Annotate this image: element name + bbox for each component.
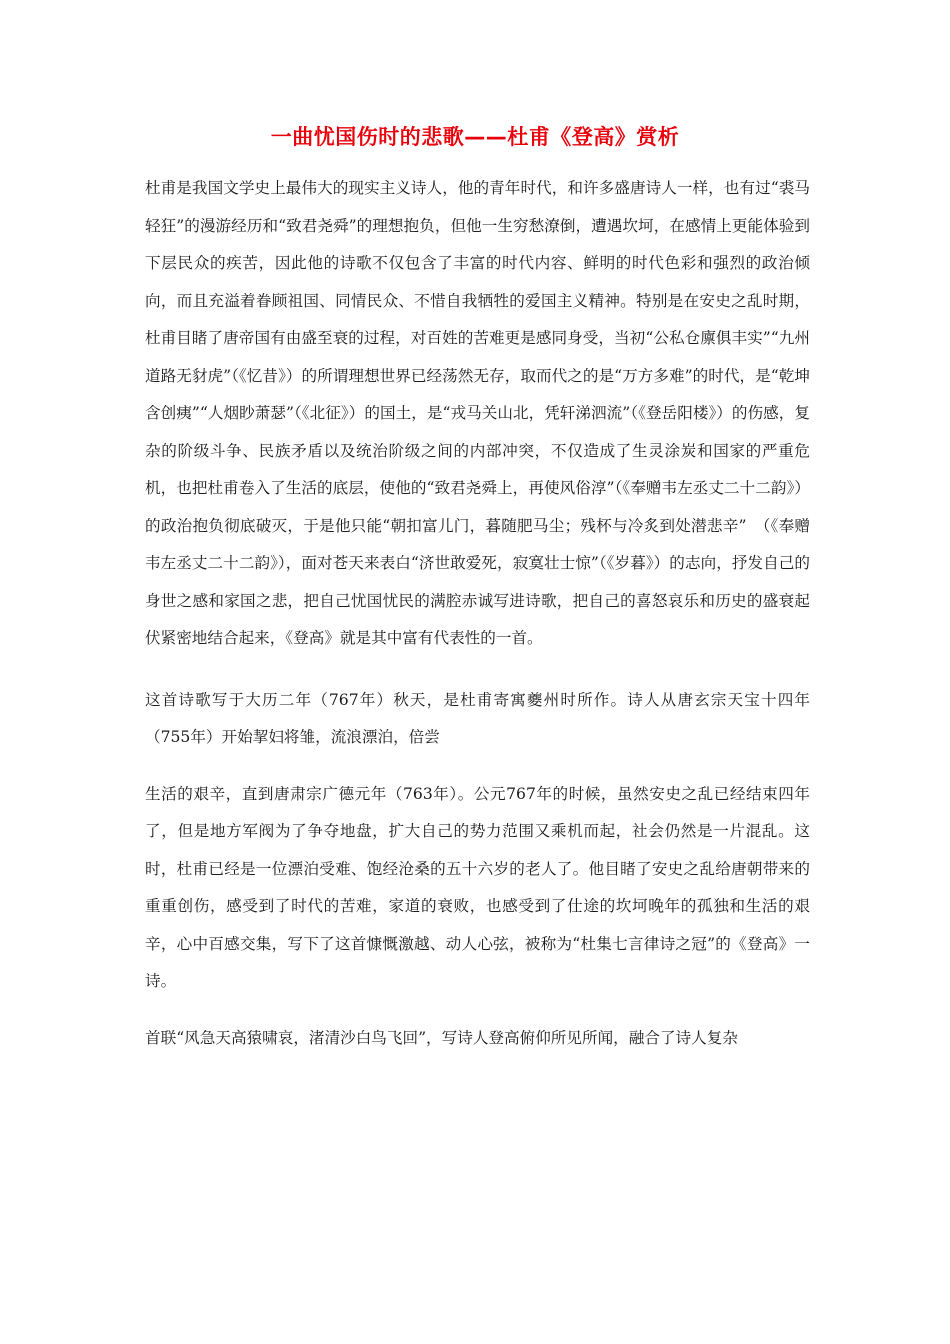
paragraph-gap xyxy=(145,1001,810,1020)
paragraph-gap xyxy=(145,757,810,776)
paragraph-1: 杜甫是我国文学史上最伟大的现实主义诗人，他的青年时代，和许多盛唐诗人一样，也有过“裘马轻狂”的漫游经历和“致君尧舜”的理想抱负，但他一生穷愁潦倒，遭遇坎坷，在感情上更能体验到下层民众的疾苦，因此他的诗歌不仅包含了丰富的时代内容、鲜明的时代色彩和强烈的政治倾向，而且充溢着眷顾祖国、同情民众、不惜自我牺牲的爱国主义精神。特别是在安史之乱时期，杜甫目睹了唐帝国有由盛至衰的过程，对百姓的苦难更是感同身受，当初“公私仓廪俱丰实”“九州道路无豺虎”（《忆昔》）的所谓理想世界已经荡然无存，取而代之的是“万方多难”的时代，是“乾坤含创痍”“人烟眇萧瑟”（《北征》）的国土，是“戎马关山北，凭轩涕泗流”（《登岳阳楼》）的伤感，复杂的阶级斗争、民族矛盾以及统治阶级之间的内部冲突，不仅造成了生灵涂炭和国家的严重危机，也把杜甫卷入了生活的底层，使他的“致君尧舜上，再使风俗淳”（《奉赠韦左丞丈二十二韵》）的政治抱负彻底破灭，于是他只能“朝扣富儿门，暮随肥马尘；残杯与冷炙到处潜悲辛” （《奉赠韦左丞丈二十二韵》），面对苍天来表白“济世敢爱死，寂寞壮士惊”（《岁暮》）的志向，抒发自己的身世之感和家国之悲，把自己忧国忧民的满腔赤诚写进诗歌，把自己的喜怒哀乐和历史的盛衰起伏紧密地结合起来，《登高》就是其中富有代表性的一首。 xyxy=(145,179,810,647)
document-title: 一曲忧国伤时的悲歌——杜甫《登高》赏析 xyxy=(270,125,680,149)
document-body xyxy=(145,170,810,1057)
paragraph-3: 生活的艰辛，直到唐肃宗广德元年（763年）。公元767年的时候，虽然安史之乱已经结束四年了，但是地方军阀为了争夺地盘，扩大自己的势力范围又乘机而起，社会仍然是一片混乱。这时，杜甫已经是一位漂泊受难、饱经沧桑的五十六岁的老人了。他目睹了安史之乱给唐朝带来的重重创伤，感受到了时代的苦难，家道的衰败，也感受到了仕途的坎坷晚年的孤独和生活的艰辛，心中百感交集，写下了这首慷慨激越、动人心弦，被称为“杜集七言律诗之冠”的《登高》一诗。 xyxy=(145,784,810,990)
paragraph-4: 首联“风急天高猿啸哀，渚清沙白鸟飞回”，写诗人登高俯仰所见所闻，融合了诗人复杂 xyxy=(145,1028,738,1047)
paragraph-2: 这首诗歌写于大历二年（767年）秋天，是杜甫寄寓夔州时所作。诗人从唐玄宗天宝十四年（755年）开始挈妇将雏，流浪漂泊，倍尝 xyxy=(145,690,810,746)
paragraph-gap xyxy=(145,658,810,682)
